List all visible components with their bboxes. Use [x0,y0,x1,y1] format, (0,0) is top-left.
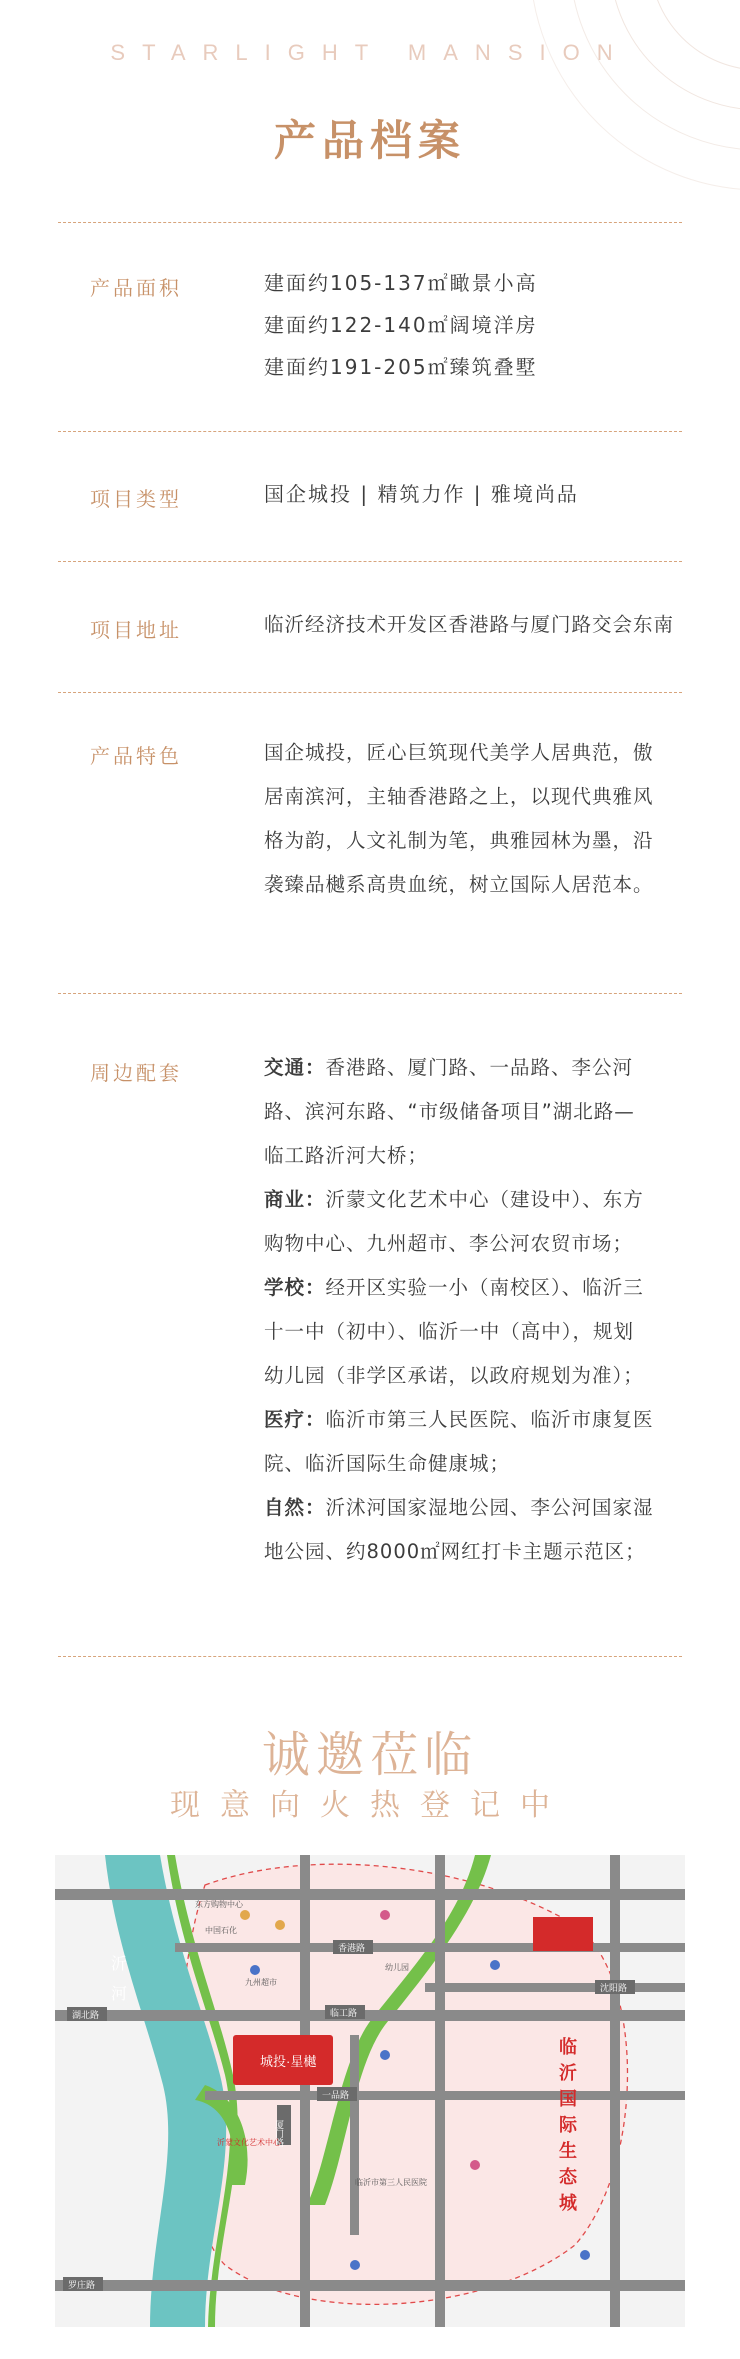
feature-text [264,731,684,907]
nature-line-2: 地公园、约8000㎡网红打卡主题示范区； [264,1540,646,1563]
poi-label: 九州超市 [245,1978,277,1987]
road-label: 香港路 [338,1943,366,1953]
poi-label: 中国石化 [205,1926,237,1935]
feature-line-2: 居南滨河，主轴香港路之上，以现代典雅风 [264,785,654,808]
nature-line-1: 自然：沂沭河国家湿地公园、李公河国家湿 [264,1496,654,1519]
divider [58,692,682,693]
school-line-3: 幼儿园（非学区承诺，以政府规划为准）； [264,1364,644,1387]
divider [58,1656,682,1657]
header [0,0,740,200]
school-line-2: 十一中（初中）、临沂一中（高中），规划 [264,1320,635,1343]
river-label: 沂河 [108,1955,126,2015]
area-line-2: 建面约122-140㎡阔境洋房 [264,313,538,337]
address-value: 临沂经济技术开发区香港路与厦门路交会东南 [264,613,675,636]
traffic-line-1: 交通：香港路、厦门路、一品路、李公河 [264,1056,634,1079]
surround-label: 周边配套 [90,1061,182,1085]
feature-line-3: 格为韵，人文礼制为笔，典雅园林为墨，沿 [264,829,654,852]
traffic-line-3: 临工路沂河大桥； [264,1144,429,1167]
feature-line-1: 国企城投，匠心巨筑现代美学人居典范，傲 [264,741,654,764]
road-label: 湖北路 [72,2010,100,2020]
medical-line-1: 医疗：临沂市第三人民医院、临沂市康复医 [264,1408,654,1431]
divider [58,561,682,562]
area-line-3: 建面约191-205㎡臻筑叠墅 [264,355,538,379]
traffic-line-2: 路、滨河东路、“市级储备项目”湖北路— [264,1100,635,1123]
road-label: 沈阳路 [600,1983,628,1993]
address-label: 项目地址 [90,618,182,642]
traffic-key: 交通： [264,1056,326,1079]
area-label: 产品面积 [90,276,182,300]
type-label: 项目类型 [90,487,182,511]
location-map [55,1855,685,2327]
nature-key: 自然： [264,1496,326,1519]
commerce-key: 商业： [264,1188,326,1211]
divider [58,431,682,432]
poi-label: 沂蒙文化艺术中心 [217,2138,281,2147]
type-value: 国企城投 | 精筑力作 | 雅境尚品 [264,482,579,506]
poi-label: 幼儿园 [385,1963,409,1972]
invite-title: 诚邀莅临 [261,1727,478,1783]
commerce-line-1: 商业：沂蒙文化艺术中心（建设中）、东方 [264,1188,644,1211]
road-label: 厦门路 [274,2120,284,2147]
commerce-line-2: 购物中心、九州超市、李公河农贸市场； [264,1232,634,1255]
road-label: 一品路 [322,2090,350,2100]
project-label: 城投·星樾 [260,2054,317,2069]
road-label: 临工路 [330,2008,358,2018]
medical-key: 医疗： [264,1408,326,1431]
invite-subtitle: 现意向火热登记中 [170,1788,570,1823]
poi-label: 东方购物中心 [195,1900,243,1909]
feature-label: 产品特色 [90,744,182,768]
area-line-1: 建面约105-137㎡瞰景小高 [264,271,538,295]
medical-line-2: 院、临沂国际生命健康城； [264,1452,511,1475]
poi-label: 临沂市第三人民医院 [355,2178,427,2187]
eco-city-label: 临沂国际生态城 [557,2037,577,2219]
page-title: 产品档案 [273,116,466,165]
school-key: 学校： [264,1276,326,1299]
brand-wordmark: STARLIGHT MANSION [110,40,630,65]
surround-text [264,1046,684,1574]
school-line-1: 学校：经开区实验一小（南校区）、临沂三 [264,1276,644,1299]
feature-line-4: 袭臻品樾系高贵血统，树立国际人居范本。 [264,873,654,896]
divider [58,993,682,994]
decor-arcs [380,0,740,200]
sales-office-marker [533,1917,593,1951]
divider [58,222,682,223]
road-label: 罗庄路 [68,2280,96,2290]
